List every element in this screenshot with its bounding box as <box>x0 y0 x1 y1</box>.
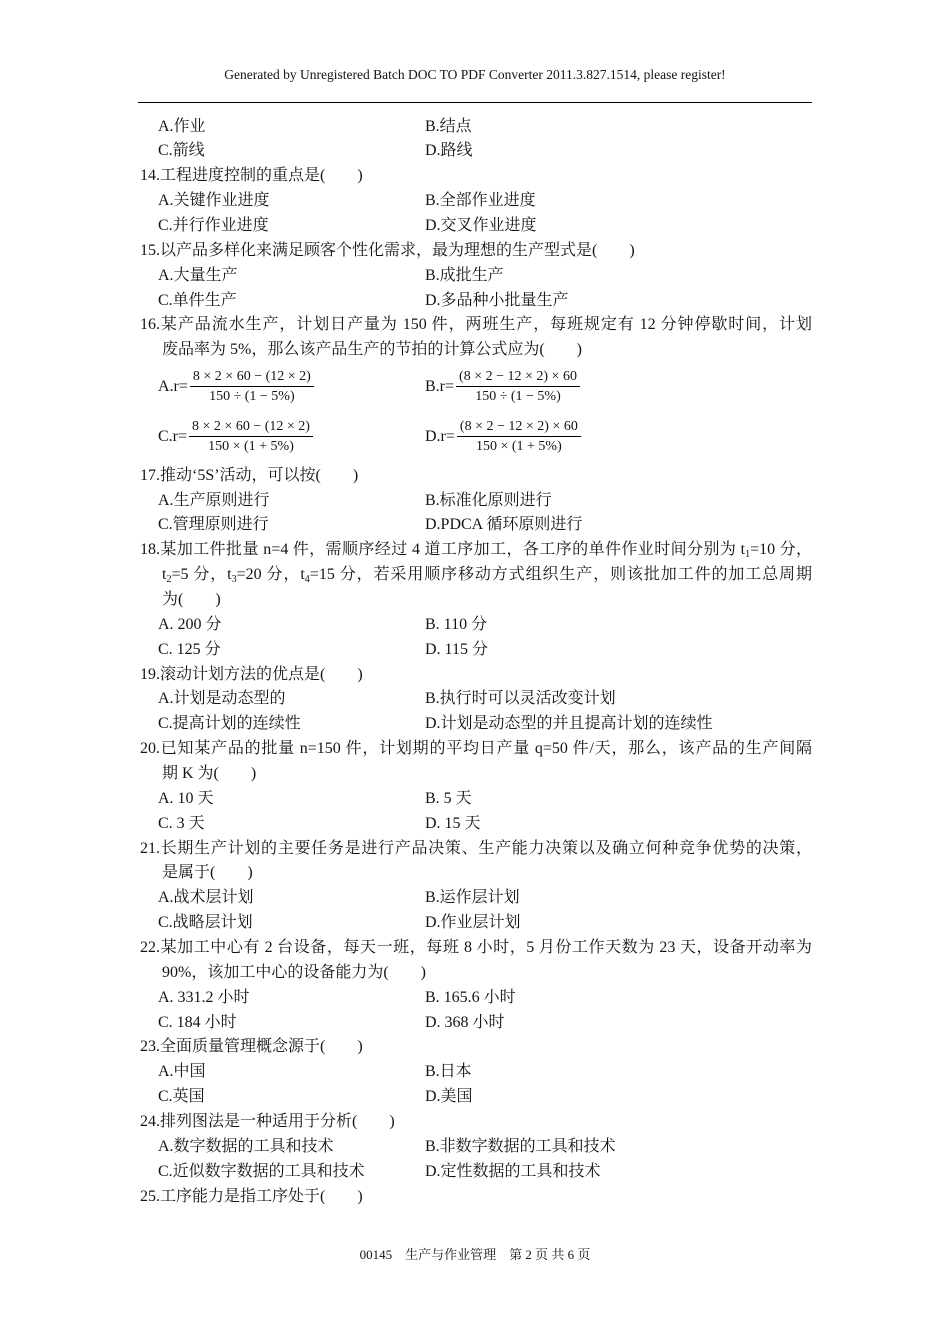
q16-formula-row-1 <box>0 363 950 410</box>
q23-option-c: C.英国 <box>158 1088 205 1106</box>
header-divider <box>138 102 812 103</box>
q18-stem-text: =10 分， <box>750 541 812 559</box>
q20-option-a: A. 10 天 <box>158 789 214 807</box>
q16-option-a <box>158 363 314 410</box>
q20-options-row-1 <box>0 787 950 812</box>
q23-option-a: A.中国 <box>158 1063 206 1081</box>
q16-option-b-label: B.r= <box>425 377 455 395</box>
fraction-denominator: 150 ÷ (1 − 5%) <box>456 386 580 406</box>
q14-options-row-1 <box>0 189 950 214</box>
q22-option-c: C. 184 小时 <box>158 1013 237 1031</box>
q14-options-row-2 <box>0 214 950 239</box>
subscript-3: 3 <box>231 574 237 586</box>
q14-stem: 14.工程进度控制的重点是( ) <box>140 167 363 185</box>
q21-option-a: A.战术层计划 <box>158 889 254 907</box>
q18-stem-part-3: 为( ) <box>162 590 221 608</box>
q21-options-row-2 <box>0 911 950 936</box>
q16-formula-row-2 <box>0 410 950 464</box>
q19-options-row-2 <box>0 712 950 737</box>
q13-option-c: C.箭线 <box>158 142 205 160</box>
q23-option-d: D.美国 <box>425 1088 473 1106</box>
fraction-numerator: (8 × 2 − 12 × 2) × 60 <box>459 419 578 435</box>
q15-option-c: C.单件生产 <box>158 291 237 309</box>
q17-stem-line <box>0 464 950 489</box>
q22-option-a: A. 331.2 小时 <box>158 988 250 1006</box>
q16-stem-part-1: 16.某产品流水生产，计划日产量为 150 件，两班生产，每班规定有 12 分钟停歇时间，计划 <box>140 316 812 334</box>
subscript-1: 1 <box>745 549 751 561</box>
q21-stem-line-2 <box>0 861 950 886</box>
q19-option-b: B.执行时可以灵活改变计划 <box>425 690 616 708</box>
q13-options-row-2 <box>0 139 950 164</box>
q19-stem: 19.滚动计划方法的优点是( ) <box>140 665 363 683</box>
q24-stem: 24.排列图法是一种适用于分析( ) <box>140 1112 395 1130</box>
q17-option-d: D.PDCA 循环原则进行 <box>425 516 583 534</box>
q19-option-d: D.计划是动态型的并且提高计划的连续性 <box>425 715 713 733</box>
q20-stem-line-2 <box>0 762 950 787</box>
q17-options-row-2 <box>0 513 950 538</box>
page-footer: 00145 生产与作业管理 第 2 页 共 6 页 <box>359 1247 591 1262</box>
q17-option-c: C.管理原则进行 <box>158 516 269 534</box>
q18-option-d: D. 115 分 <box>425 640 488 658</box>
q23-stem: 23.全面质量管理概念源于( ) <box>140 1038 363 1056</box>
q20-stem-line-1 <box>0 737 950 762</box>
q18-stem-text: =15 分，若采用顺序移动方式组织生产，则该批加工件的加工总周期 <box>309 566 812 584</box>
q22-options-row-2 <box>0 1011 950 1036</box>
q18-option-c: C. 125 分 <box>158 640 221 658</box>
q16-option-d-label: D.r= <box>425 427 455 445</box>
q22-stem-line-1 <box>0 936 950 961</box>
q24-option-b: B.非数字数据的工具和技术 <box>425 1137 616 1155</box>
q16-stem-part-2: 废品率为 5%，那么该产品生产的节拍的计算公式应为( ) <box>162 341 582 359</box>
q14-stem-line <box>0 164 950 189</box>
q16-stem-line-1 <box>0 313 950 338</box>
q22-options-row-1 <box>0 986 950 1011</box>
q20-options-row-2 <box>0 812 950 837</box>
fraction-numerator: (8 × 2 − 12 × 2) × 60 <box>459 369 577 385</box>
q15-option-d: D.多品种小批量生产 <box>425 291 569 309</box>
q16-stem-line-2 <box>0 338 950 363</box>
q16-option-c-label: C.r= <box>158 427 188 445</box>
q18-stem-line-2 <box>0 563 950 588</box>
q22-stem-line-2 <box>0 961 950 986</box>
q18-option-a: A. 200 分 <box>158 615 222 633</box>
q24-stem-line <box>0 1110 950 1135</box>
q17-option-a: A.生产原则进行 <box>158 491 270 509</box>
q13-option-b: B.结点 <box>425 117 472 135</box>
q16-option-d <box>425 410 581 464</box>
q16-option-a-fraction <box>190 367 314 406</box>
q24-option-a: A.数字数据的工具和技术 <box>158 1137 334 1155</box>
q13-option-a: A.作业 <box>158 117 206 135</box>
fraction-numerator: 8 × 2 × 60 − (12 × 2) <box>192 369 311 385</box>
q23-options-row-2 <box>0 1085 950 1110</box>
fraction-denominator: 150 ÷ (1 − 5%) <box>190 386 314 406</box>
fraction-denominator: 150 × (1 + 5%) <box>457 436 581 456</box>
q19-option-a: A.计划是动态型的 <box>158 690 286 708</box>
q15-option-a: A.大量生产 <box>158 266 238 284</box>
q18-options-row-2 <box>0 638 950 663</box>
q20-option-b: B. 5 天 <box>425 789 472 807</box>
q19-option-c: C.提高计划的连续性 <box>158 715 301 733</box>
q15-option-b: B.成批生产 <box>425 266 504 284</box>
q15-options-row-2 <box>0 289 950 314</box>
q21-options-row-1 <box>0 886 950 911</box>
subscript-4: 4 <box>304 574 310 586</box>
q15-stem-line <box>0 239 950 264</box>
q23-stem-line <box>0 1035 950 1060</box>
q22-option-d: D. 368 小时 <box>425 1013 505 1031</box>
q24-option-d: D.定性数据的工具和技术 <box>425 1162 601 1180</box>
q17-options-row-1 <box>0 489 950 514</box>
q18-stem-text: t <box>162 566 167 584</box>
q23-options-row-1 <box>0 1060 950 1085</box>
q17-stem: 17.推动‘5S’活动，可以按( ) <box>140 466 359 484</box>
q14-option-d: D.交叉作业进度 <box>425 216 537 234</box>
q24-option-c: C.近似数字数据的工具和技术 <box>158 1162 365 1180</box>
q21-stem-line-1 <box>0 837 950 862</box>
q25-stem: 25.工序能力是指工序处于( ) <box>140 1187 363 1205</box>
q14-option-b: B.全部作业进度 <box>425 192 536 210</box>
converter-watermark: Generated by Unregistered Batch DOC TO PDF Converter 2011.3.827.1514, please register! <box>224 67 726 82</box>
q14-option-a: A.关键作业进度 <box>158 192 270 210</box>
q18-stem-text: =20 分，t <box>236 566 305 584</box>
q16-option-c-fraction <box>189 417 313 456</box>
question-list <box>0 115 950 1210</box>
q18-stem-line-1 <box>0 538 950 563</box>
q18-stem-line-3 <box>0 588 950 613</box>
q24-options-row-2 <box>0 1160 950 1185</box>
q15-stem: 15.以产品多样化来满足顾客个性化需求，最为理想的生产型式是( ) <box>140 241 635 259</box>
q23-option-b: B.日本 <box>425 1063 472 1081</box>
q22-stem-part-2: 90%，该加工中心的设备能力为( ) <box>162 963 426 981</box>
q18-stem-text: 18.某加工件批量 n=4 件，需顺序经过 4 道工序加工，各工序的单件作业时间分别为 t <box>140 541 746 559</box>
q25-stem-line <box>0 1185 950 1210</box>
q13-option-d: D.路线 <box>425 142 473 160</box>
q20-option-d: D. 15 天 <box>425 814 481 832</box>
q24-options-row-1 <box>0 1135 950 1160</box>
q18-stem-part-1 <box>140 538 812 563</box>
q20-stem-part-2: 期 K 为( ) <box>162 764 257 782</box>
q20-option-c: C. 3 天 <box>158 814 205 832</box>
q21-option-b: B.运作层计划 <box>425 889 520 907</box>
subscript-2: 2 <box>166 574 172 586</box>
q13-options-row-1 <box>0 115 950 140</box>
q18-stem-part-2 <box>162 563 812 588</box>
q18-option-b: B. 110 分 <box>425 615 488 633</box>
q19-options-row-1 <box>0 687 950 712</box>
q19-stem-line <box>0 663 950 688</box>
fraction-numerator: 8 × 2 × 60 − (12 × 2) <box>192 419 310 435</box>
q21-option-d: D.作业层计划 <box>425 914 521 932</box>
q16-option-a-label: A.r= <box>158 377 188 395</box>
fraction-denominator: 150 × (1 + 5%) <box>189 436 313 456</box>
q16-option-d-fraction <box>457 417 581 456</box>
q16-option-c <box>158 410 313 464</box>
q22-option-b: B. 165.6 小时 <box>425 988 516 1006</box>
q21-stem-part-1: 21.长期生产计划的主要任务是进行产品决策、生产能力决策以及确立何种竞争优势的决策， <box>140 839 812 857</box>
q21-stem-part-2: 是属于( ) <box>162 864 253 882</box>
q14-option-c: C.并行作业进度 <box>158 216 269 234</box>
q22-stem-part-1: 22.某加工中心有 2 台设备，每天一班，每班 8 小时，5 月份工作天数为 23 天，设备开动率为 <box>140 938 812 956</box>
q20-stem-part-1: 20.已知某产品的批量 n=150 件，计划期的平均日产量 q=50 件/天，那么，该产品的生产间隔 <box>140 740 812 758</box>
q18-options-row-1 <box>0 613 950 638</box>
q15-options-row-1 <box>0 264 950 289</box>
q16-option-b-fraction <box>456 367 580 406</box>
q21-option-c: C.战略层计划 <box>158 914 253 932</box>
q18-stem-text: =5 分，t <box>171 566 232 584</box>
q16-option-b <box>425 363 580 410</box>
q17-option-b: B.标准化原则进行 <box>425 491 552 509</box>
